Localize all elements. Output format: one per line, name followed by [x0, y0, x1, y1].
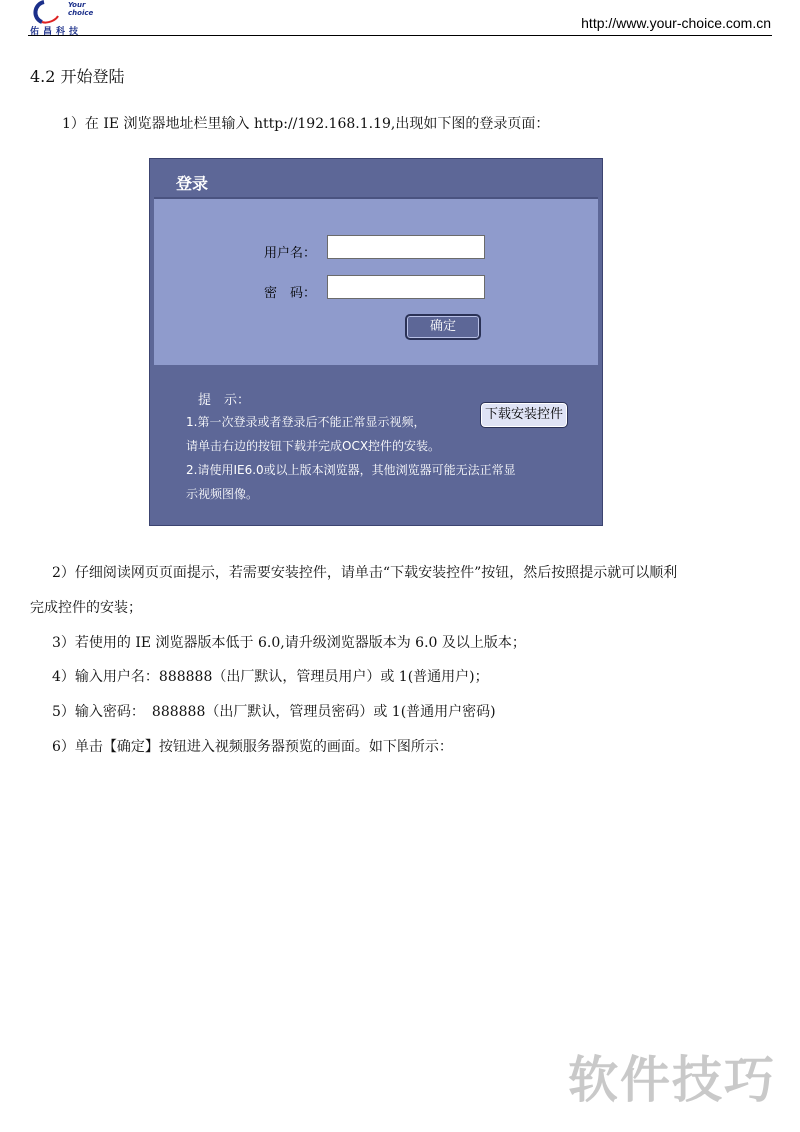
ok-button[interactable]: 确定: [405, 314, 481, 340]
step-paragraph: 4）输入用户名：888888（出厂默认，管理员用户）或 1(普通用户)；: [52, 669, 489, 685]
watermark: 软件技巧: [568, 1051, 776, 1109]
page-header: [0, 0, 800, 40]
step-paragraph: 5）输入密码： 888888（出厂默认，管理员密码）或 1(普通用户密码): [52, 704, 496, 720]
login-title: 登录: [176, 174, 209, 193]
login-panel-screenshot: [149, 158, 603, 526]
password-label: 密 码：: [264, 286, 317, 301]
hint-line: 示视频图像。: [186, 487, 259, 501]
header-url[interactable]: http://www.your-choice.com.cn: [581, 15, 771, 31]
intro-paragraph: 1）在 IE 浏览器地址栏里输入 http://192.168.1.19,出现如下图的登录页面：: [62, 116, 550, 132]
hint-line: 1.第一次登录或者登录后不能正常显示视频，: [186, 415, 426, 429]
hint-line: 2.请使用IE6.0或以上版本浏览器，其他浏览器可能无法正常显: [186, 463, 516, 477]
logo-text-cn: 佑昌科技: [30, 27, 83, 37]
username-label: 用户名：: [264, 246, 317, 261]
login-form-area: [154, 199, 598, 365]
hint-area: [154, 367, 598, 521]
hint-title: 提 示：: [198, 393, 251, 408]
logo-text-en: Your choice: [68, 1, 94, 17]
company-logo: [28, 0, 98, 36]
step-paragraph: 6）单击【确定】按钮进入视频服务器预览的画面。如下图所示：: [52, 739, 453, 755]
step-paragraph: 完成控件的安装；: [30, 600, 142, 616]
username-input[interactable]: [327, 235, 485, 259]
download-control-button[interactable]: 下载安装控件: [480, 402, 568, 428]
header-divider: [28, 35, 772, 36]
step-paragraph: 2）仔细阅读网页页面提示，若需要安装控件，请单击“下载安装控件”按钮，然后按照提示就可以顺利: [52, 565, 678, 581]
section-title: 4.2 开始登陆: [30, 67, 125, 86]
step-paragraph: 3）若使用的 IE 浏览器版本低于 6.0,请升级浏览器版本为 6.0 及以上版本；: [52, 635, 526, 651]
login-titlebar: [154, 163, 598, 199]
hint-line: 请单击右边的按钮下载并完成OCX控件的安装。: [186, 439, 441, 453]
password-input[interactable]: [327, 275, 485, 299]
